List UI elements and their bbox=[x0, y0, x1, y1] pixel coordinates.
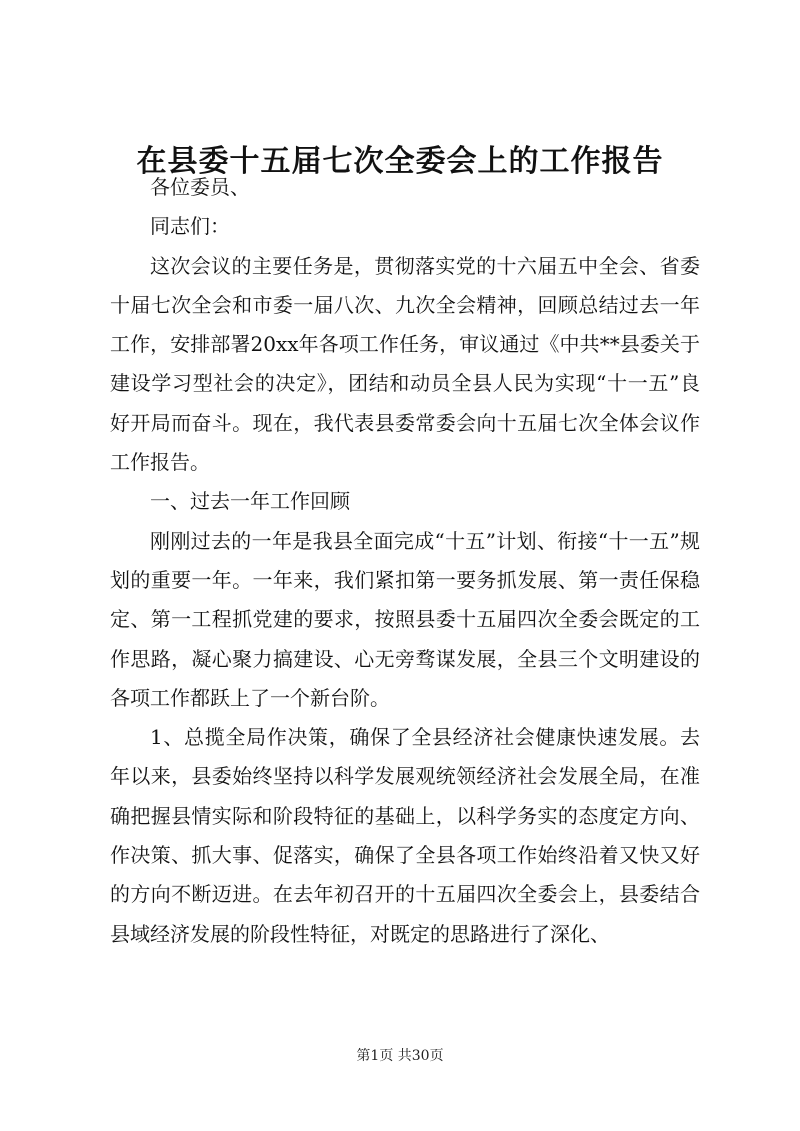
body-paragraph: 这次会议的主要任务是，贯彻落实党的十六届五中全会、省委十届七次全会和市委一届八次、九次全会精神，回顾总结过去一年工作，安排部署20xx年各项工作任务，审议通过《中共**县委关于建设学习型社会的决定》，团结和动员全县人民为实现“十一五”良好开局而奋斗。现在，我代表县委常委会向十五届七次全体会议作工作报告。 bbox=[110, 253, 700, 475]
body-paragraph: 1、总揽全局作决策，确保了全县经济社会健康快速发展。去年以来，县委始终坚持以科学发展观统领经济社会发展全局，在准确把握县情实际和阶段特征的基础上，以科学务实的态度定方向、作决策、抓大事、促落实，确保了全县各项工作始终沿着又快又好的方向不断迈进。在去年初召开的十五届四次全委会上，县委结合县域经济发展的阶段性特征，对既定的思路进行了深化、 bbox=[110, 725, 700, 946]
salutation-line: 同志们： bbox=[150, 214, 230, 239]
document-title: 在县委十五届七次全委会上的工作报告 bbox=[136, 144, 664, 179]
section-heading: 一、过去一年工作回顾 bbox=[150, 489, 350, 514]
body-paragraph: 刚刚过去的一年是我县全面完成“十五”计划、衔接“十一五”规划的重要一年。一年来，我们紧扣第一要务抓发展、第一责任保稳定、第一工程抓党建的要求，按照县委十五届四次全委会既定的工作思路，凝心聚力搞建设、心无旁骛谋发展，全县三个文明建设的各项工作都跃上了一个新台阶。 bbox=[110, 528, 700, 710]
salutation-line: 各位委员、 bbox=[150, 175, 250, 199]
document-body bbox=[110, 168, 700, 954]
page-number-footer: 第1页 共30页 bbox=[356, 1048, 444, 1064]
